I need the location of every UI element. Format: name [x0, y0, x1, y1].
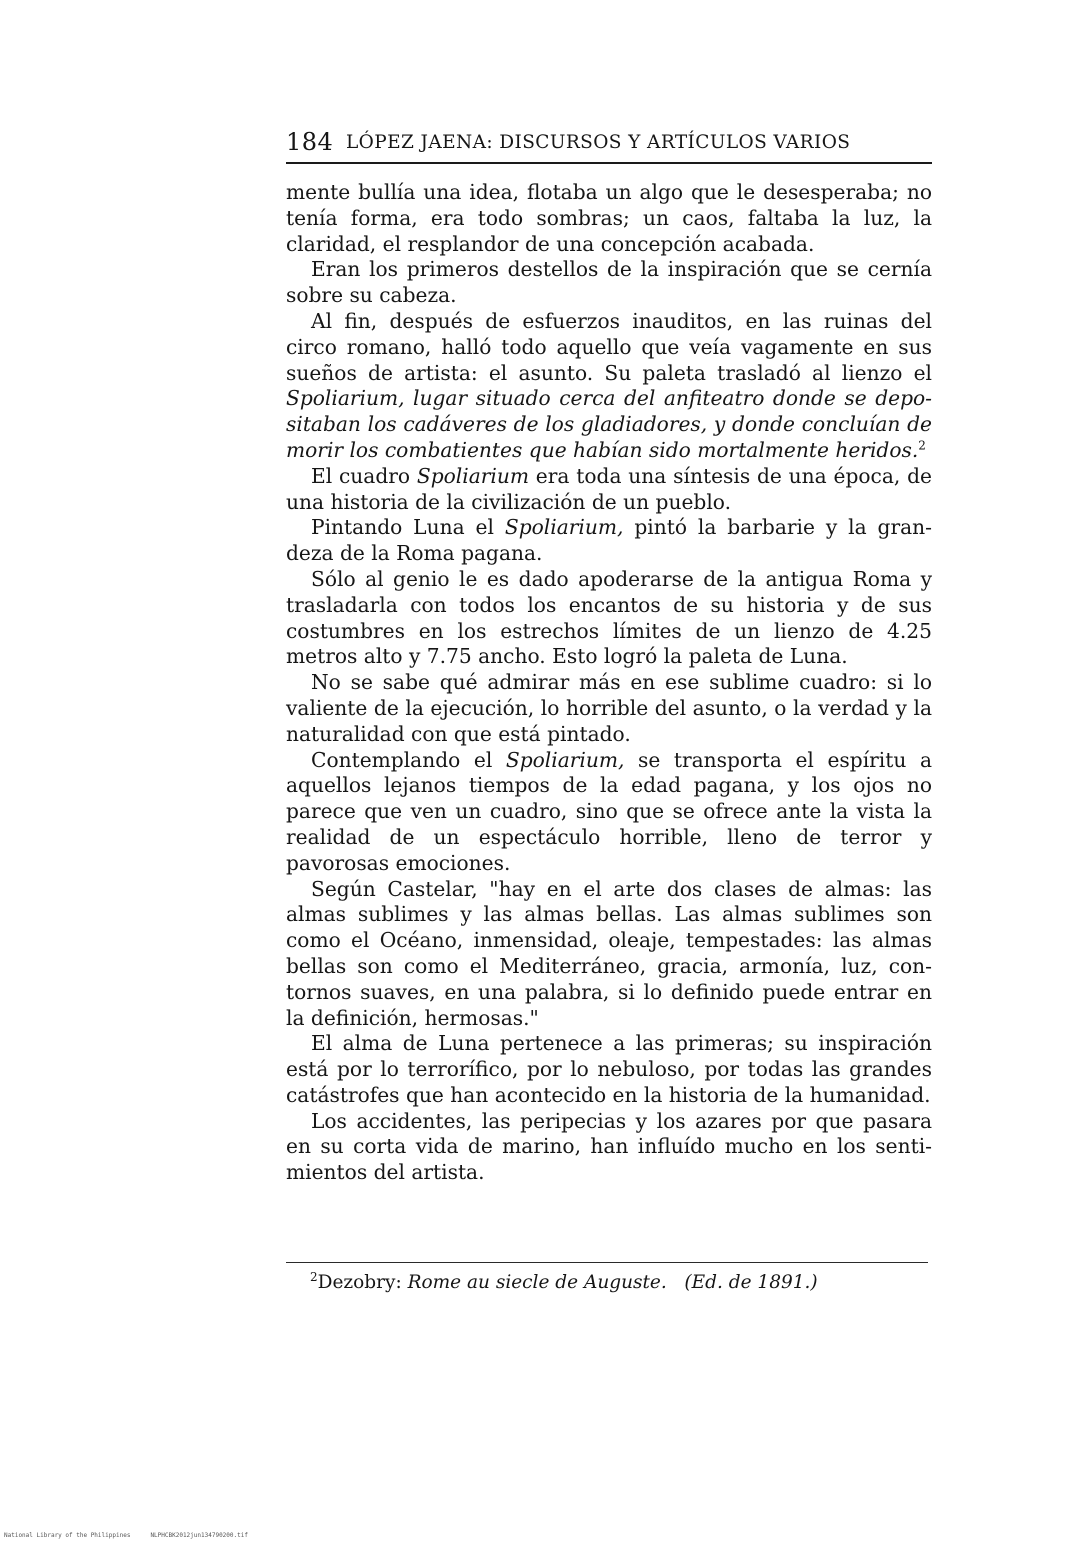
paragraph-8-text-b: se transporta el espíritu a aquellos lejanos tiempos de la edad pagana, y los ojos no parece que ven un cuadro, sino que se ofrece ante la vista la realidad de un espectáculo horrible, lleno de terror y pavorosas emociones. [286, 747, 932, 875]
paragraph-4 [286, 464, 932, 516]
paragraph-3-italic: Spoliarium, lugar situado cerca del anfiteatro donde se depositaban los cadáveres de los gladiadores, y donde concluían de morir los combatientes que habían sido mortalmente heridos. [286, 386, 932, 462]
running-header [286, 128, 932, 164]
paragraph-5-text-b: pintó la barbarie y la grandeza de la Roma pagana. [286, 515, 932, 566]
scan-file-id: NLPHCBK2012jun134790200.tif [150, 1532, 248, 1539]
paragraph-1: mente bullía una idea, flotaba un algo que le desesperaba; no tenía forma, era todo sombras; un caos, faltaba la luz, la claridad, el resplandor de una concepción acabada. [286, 180, 932, 256]
page-number: 184 [286, 128, 334, 156]
paragraph-8-text-a: Contemplando el [311, 747, 506, 772]
running-title: LÓPEZ JAENA: DISCURSOS Y ARTÍCULOS VARIOS [346, 132, 851, 153]
footnote [310, 1271, 818, 1295]
paragraph-2: Eran los primeros destellos de la inspiración que se cernía sobre su cabeza. [286, 257, 932, 308]
scan-footer [4, 1532, 248, 1540]
scan-library-label: National Library of the Philippines [4, 1532, 131, 1539]
footnote-edition: (Ed. de 1891.) [684, 1272, 818, 1293]
paragraph-8-italic: Spoliarium, [505, 747, 625, 772]
paragraph-3 [286, 309, 932, 464]
paragraph-8 [286, 748, 932, 877]
paragraph-9: Según Castelar, "hay en el arte dos clases de almas: las almas sublimes y las almas bellas. Las almas sublimes son como el Océano, inmensidad, oleaje, tempestades: las almas bellas son como el Mediterráneo, gracia, armonía, luz, contornos suaves, en una palabra, si lo definido puede entrar en la definición, hermosas." [286, 876, 932, 1030]
paragraph-5-text-a: Pintando Luna el [311, 515, 505, 540]
paragraph-7: No se sabe qué admirar más en ese sublime cuadro: si lo valiente de la ejecución, lo horrible del asunto, o la verdad y la naturalidad con que está pintado. [286, 670, 932, 746]
paragraph-4-text-b: era toda una síntesis de una época, de una historia de la civilización de un pueblo. [286, 463, 932, 514]
paragraph-5-italic: Spoliarium, [504, 515, 624, 540]
paragraph-4-text-a: El cuadro [311, 463, 417, 488]
paragraph-3-text: Al fin, después de esfuerzos inauditos, en las ruinas del circo romano, halló todo aquello que veía vagamente en sus sueños de artista: el asunto. Su paleta trasladó al lienzo el [286, 308, 932, 385]
paragraph-5 [286, 515, 932, 567]
footnote-title: Rome au siecle de Auguste. [407, 1272, 667, 1293]
body-text [286, 180, 932, 1186]
paragraph-10: El alma de Luna pertenece a las primeras; su inspiración está por lo terrorífico, por lo nebuloso, por todas las grandes catástrofes que han acontecido en la historia de la humanidad. [286, 1031, 932, 1107]
paragraph-6: Sólo al genio le es dado apoderarse de la antigua Roma y trasladarla con todos los encantos de su historia y de sus costumbres en los estrechos límites de un lienzo de 4.25 metros alto y 7.75 ancho. Esto logró la paleta de Luna. [286, 566, 932, 669]
footnote-author: Dezobry: [317, 1272, 408, 1293]
paragraph-11: Los accidentes, las peripecias y los azares por que pasara en su corta vida de marino, han influído mucho en los sentimientos del artista. [286, 1108, 932, 1185]
footnote-reference: 2 [918, 438, 926, 453]
footnote-divider [286, 1262, 928, 1263]
footnote-marker: 2 [310, 1269, 318, 1284]
paragraph-4-italic: Spoliarium [416, 463, 529, 488]
